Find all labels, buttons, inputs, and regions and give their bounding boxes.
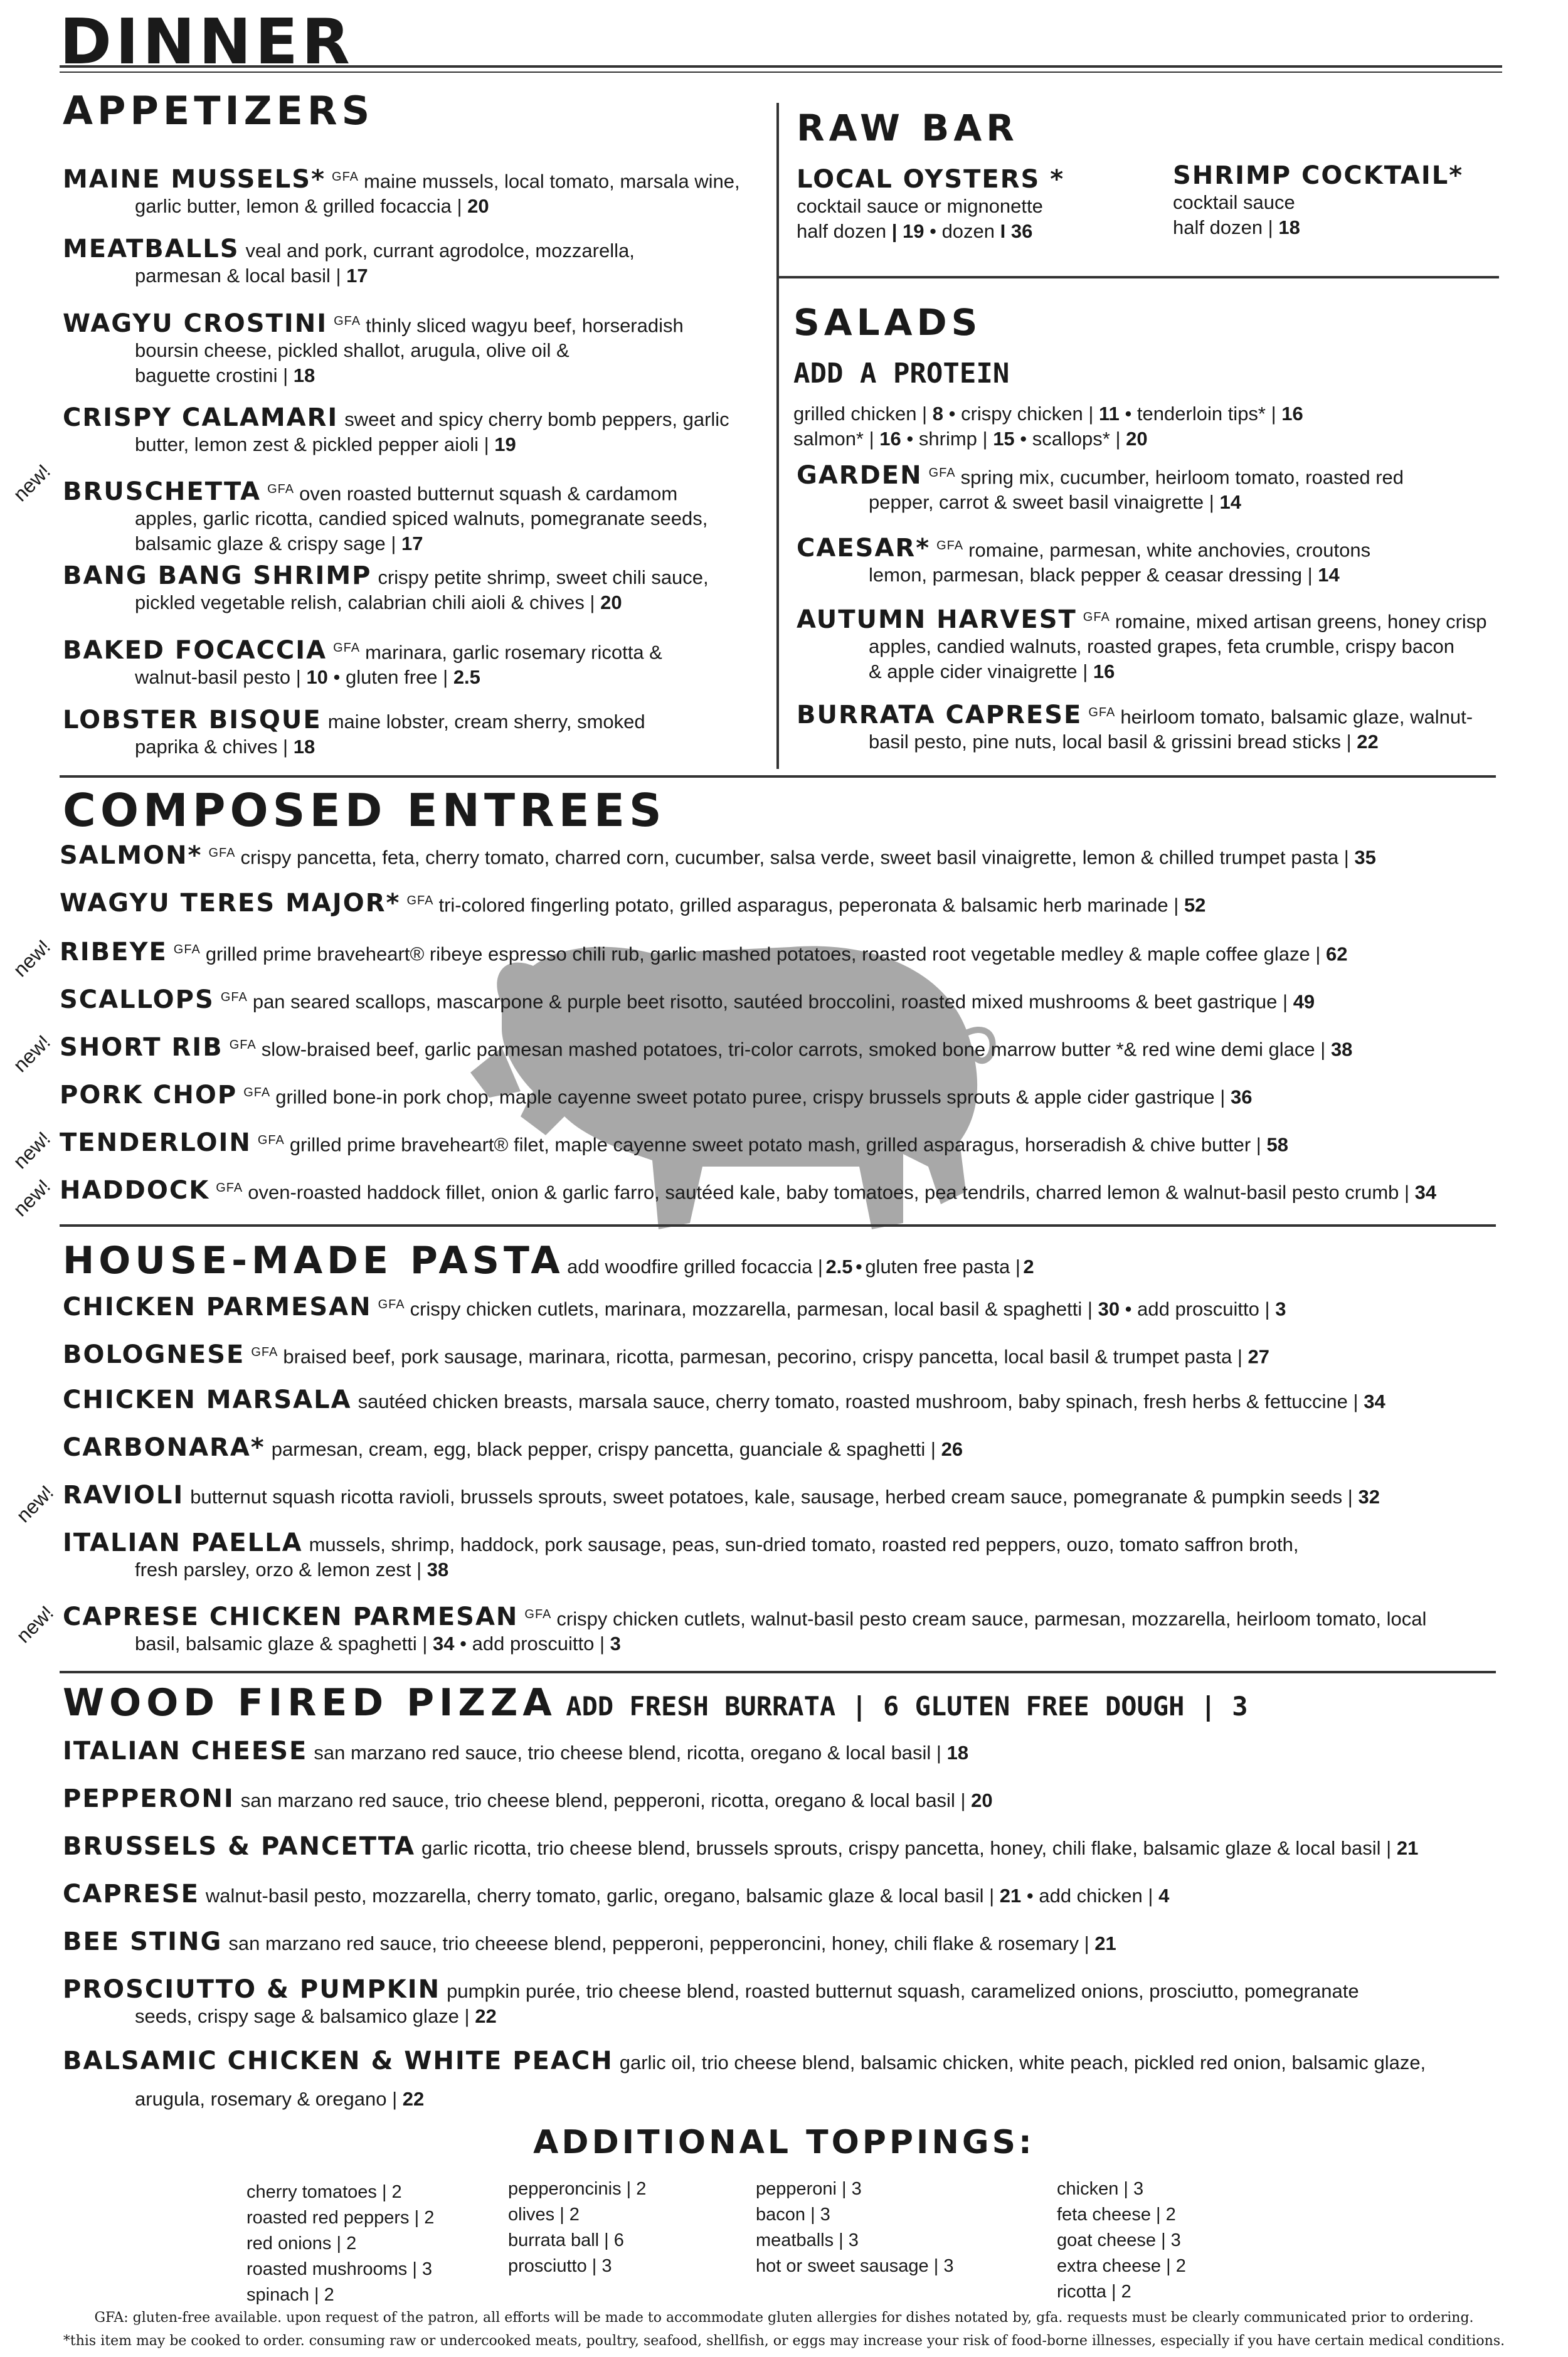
appetizer-item: LOBSTER BISQUE maine lobster, cream sherry, smoked paprika & chives | 18 — [63, 706, 645, 758]
toppings-column — [1057, 2176, 1186, 2305]
topping-item: burrata ball | 6 — [508, 2230, 624, 2250]
topping-item: olives | 2 — [508, 2205, 580, 2225]
pasta-item: CARBONARA* parmesan, cream, egg, black pepper, crispy pancetta, guanciale & spaghetti | 26 — [63, 1433, 963, 1462]
pasta-title: HOUSE-MADE PASTA — [63, 1239, 564, 1283]
topping-item: hot or sweet sausage | 3 — [756, 2256, 954, 2276]
pizza-item: ITALIAN CHEESE san marzano red sauce, trio cheese blend, ricotta, oregano & local basil | 18 — [63, 1737, 969, 1766]
pizza-header — [63, 1681, 1248, 1725]
entree-item: SALMON* $^{GFA}$ crispy pancetta, feta, cherry tomato, charred corn, cucumber, salsa verde, sweet basil vinaigrette, lemon & chilled trumpet pasta | 35 — [60, 841, 1376, 871]
entree-item: SCALLOPS $^{GFA}$ pan seared scallops, mascarpone & purple beet risotto, sautéed broccolini, roasted mixed mushrooms & beet gastrique | 49 — [60, 985, 1315, 1015]
topping-item: roasted red peppers | 2 — [246, 2208, 435, 2228]
topping-item: extra cheese | 2 — [1057, 2256, 1186, 2276]
raw-bar-rule — [776, 276, 1499, 278]
toppings-column — [246, 2180, 434, 2308]
appetizers-rule — [60, 775, 1496, 778]
shrimp-cocktail-item: SHRIMP COCKTAIL* cocktail sauce half dozen | 18 — [1173, 161, 1464, 238]
new-badge: new! — [8, 1175, 55, 1221]
pasta-item: CHICKEN MARSALA sautéed chicken breasts, marsala sauce, cherry tomato, roasted mushroom, baby spinach, fresh herbs & fettuccine | 34 — [63, 1385, 1385, 1414]
pizza-item: PROSCIUTTO & PUMPKIN pumpkin purée, trio cheese blend, roasted butternut squash, caramelized onions, prosciutto, pomegranate seeds, crispy sage & balsamico glaze | 22 — [63, 1975, 1359, 2027]
salad-item: CAESAR* $^{GFA}$ romaine, parmesan, white anchovies, croutons lemon, parmesan, black pepper & ceasar dressing | 14 — [797, 534, 1371, 586]
gfa-note: GFA: gluten-free available. upon request of the patron, all efforts will be made to accommodate gluten allergies for dishes notated by, gfa. requests must be clearly communicated prior to ordering. — [94, 2310, 1474, 2326]
entree-item: PORK CHOP $^{GFA}$ grilled bone-in pork chop, maple cayenne sweet potato puree, crispy brussels sprouts & apple cider gastrique | 36 — [60, 1081, 1253, 1110]
pizza-item: PEPPERONI san marzano red sauce, trio cheese blend, pepperoni, ricotta, oregano & local basil | 20 — [63, 1784, 993, 1813]
new-badge: new! — [11, 1481, 58, 1527]
toppings-column — [756, 2176, 953, 2279]
topping-item: chicken | 3 — [1057, 2179, 1144, 2199]
topping-item: cherry tomatoes | 2 — [246, 2182, 402, 2202]
new-badge: new! — [8, 935, 55, 982]
topping-item: red onions | 2 — [246, 2233, 357, 2254]
topping-item: spinach | 2 — [246, 2285, 334, 2305]
entree-item: SHORT RIB $^{GFA}$ slow-braised beef, garlic parmesan mashed potatoes, tri-color carrots, smoked bone marrow butter *& red wine demi glace | 38 — [60, 1033, 1353, 1062]
pizza-addons: ADD FRESH BURRATA | 6 GLUTEN FREE DOUGH | 3 — [566, 1691, 1248, 1722]
pasta-item: CAPRESE CHICKEN PARMESAN $^{GFA}$ crispy chicken cutlets, walnut-basil pesto cream sauce, parmesan, mozzarella, heirloom tomato, local basil, balsamic glaze & spaghetti | 34 • add proscuitto | 3 — [63, 1602, 1427, 1655]
pasta-item: RAVIOLI butternut squash ricotta ravioli, brussels sprouts, sweet potatoes, kale, sausage, herbed cream sauce, pomegranate & pumpkin seeds | 32 — [63, 1481, 1380, 1510]
salad-item: AUTUMN HARVEST $^{GFA}$ romaine, mixed artisan greens, honey crisp apples, candied walnuts, roasted grapes, feta crumble, crispy bacon & apple cider vinaigrette | 16 — [797, 605, 1487, 683]
salads-title: SALADS — [793, 301, 982, 344]
topping-item: pepperoncinis | 2 — [508, 2179, 647, 2199]
new-badge: new! — [8, 1127, 55, 1173]
entree-item: RIBEYE $^{GFA}$ grilled prime braveheart® ribeye espresso chili rub, garlic mashed potatoes, roasted root vegetable medley & maple coffee glaze | 62 — [60, 938, 1348, 967]
entree-item: WAGYU TERES MAJOR* $^{GFA}$ tri-colored fingerling potato, grilled asparagus, peperonata & balsamic herb marinade | 52 — [60, 889, 1206, 918]
pizza-item: BALSAMIC CHICKEN & WHITE PEACH garlic oil, trio cheese blend, balsamic chicken, white peach, pickled red onion, balsamic glaze, arugula, rosemary & oregano | 22 — [63, 2047, 1426, 2110]
appetizer-item: BANG BANG SHRIMP crispy petite shrimp, sweet chili sauce, pickled vegetable relish, calabrian chili aioli & chives | 20 — [63, 561, 709, 613]
pizza-item: BRUSSELS & PANCETTA garlic ricotta, trio cheese blend, brussels sprouts, crispy pancetta, honey, chili flake, balsamic glaze & local basil | 21 — [63, 1832, 1419, 1861]
entrees-rule — [60, 1224, 1496, 1227]
appetizers-title: APPETIZERS — [63, 88, 374, 134]
raw-food-disclaimer: *this item may be cooked to order. consuming raw or undercooked meats, poultry, seafood, shellfish, or eggs may increase your risk of food-borne illnesses, especially if you have certain medical conditions. — [63, 2333, 1505, 2349]
topping-item: prosciutto | 3 — [508, 2256, 612, 2276]
pasta-header: HOUSE-MADE PASTA add woodfire grilled focaccia | 2.5 • gluten free pasta | 2 — [63, 1239, 1034, 1283]
topping-item: ricotta | 2 — [1057, 2282, 1131, 2302]
entree-item: HADDOCK $^{GFA}$ oven-roasted haddock fillet, onion & garlic farro, sautéed kale, baby tomatoes, pea tendrils, charred lemon & walnut-basil pesto crumb | 34 — [60, 1176, 1437, 1205]
entrees-title: COMPOSED ENTREES — [63, 784, 666, 837]
topping-item: bacon | 3 — [756, 2205, 830, 2225]
new-badge: new! — [11, 1601, 58, 1648]
pizza-item: BEE STING san marzano red sauce, trio cheeese blend, pepperoni, pepperoncini, honey, chili flake & rosemary | 21 — [63, 1927, 1116, 1956]
new-badge: new! — [8, 1030, 55, 1077]
entree-item: TENDERLOIN $^{GFA}$ grilled prime braveheart® filet, maple cayenne sweet potato mash, grilled asparagus, horseradish & chive butter | 58 — [60, 1128, 1288, 1158]
appetizer-item: BRUSCHETTA $^{GFA}$ oven roasted butternut squash & cardamom apples, garlic ricotta, candied spiced walnuts, pomegranate seeds, balsamic glaze & crispy sage | 17 — [63, 477, 708, 555]
pasta-rule — [60, 1671, 1496, 1673]
appetizer-item: BAKED FOCACCIA $^{GFA}$ marinara, garlic rosemary ricotta & walnut-basil pesto | 10 • gluten free | 2.5 — [63, 636, 662, 689]
pizza-title: WOOD FIRED PIZZA — [63, 1681, 557, 1725]
pasta-item: CHICKEN PARMESAN $^{GFA}$ crispy chicken cutlets, marinara, mozzarella, parmesan, local basil & spaghetti | 30 • add proscuitto | 3 — [63, 1293, 1286, 1322]
toppings-title: ADDITIONAL TOPPINGS: — [533, 2124, 1035, 2161]
topping-item: meatballs | 3 — [756, 2230, 859, 2250]
new-badge: new! — [8, 460, 55, 506]
title-rule — [60, 65, 1502, 68]
raw-bar-title: RAW BAR — [797, 107, 1019, 149]
salad-item: GARDEN $^{GFA}$ spring mix, cucumber, heirloom tomato, roasted red pepper, carrot & sweet basil vinaigrette | 14 — [797, 461, 1404, 514]
topping-item: roasted mushrooms | 3 — [246, 2259, 433, 2279]
topping-item: goat cheese | 3 — [1057, 2230, 1181, 2250]
salad-item: BURRATA CAPRESE $^{GFA}$ heirloom tomato, balsamic glaze, walnut- basil pesto, pine nuts, local basil & grissini bread sticks | 22 — [797, 701, 1473, 753]
pasta-item: ITALIAN PAELLA mussels, shrimp, haddock, pork sausage, peas, sun-dried tomato, roasted red peppers, ouzo, tomato saffron broth, fresh parsley, orzo & lemon zest | 38 — [63, 1528, 1299, 1581]
title-rule-thin — [60, 72, 1502, 73]
oysters-item: LOCAL OYSTERS * cocktail sauce or mignonette half dozen | 19 • dozen I 36 — [797, 165, 1065, 242]
add-protein-label: ADD A PROTEIN — [793, 358, 1010, 389]
column-divider — [776, 103, 779, 769]
appetizer-item: MAINE MUSSELS* $^{GFA}$ maine mussels, local tomato, marsala wine, garlic butter, lemon & grilled focaccia | 20 — [63, 165, 740, 218]
toppings-column — [508, 2176, 646, 2279]
appetizer-item: WAGYU CROSTINI $^{GFA}$ thinly sliced wagyu beef, horseradish boursin cheese, pickled shallot, arugula, olive oil & baguette crostini | 18 — [63, 309, 684, 387]
topping-item: pepperoni | 3 — [756, 2179, 862, 2199]
topping-item: feta cheese | 2 — [1057, 2205, 1176, 2225]
pasta-item: BOLOGNESE $^{GFA}$ braised beef, pork sausage, marinara, ricotta, parmesan, pecorino, crispy pancetta, local basil & trumpet pasta | 27 — [63, 1340, 1270, 1370]
protein-options: grilled chicken | 8 • crispy chicken | 11 • tenderloin tips* | 16 salmon* | 16 • shrimp | 15 • scallops* | 20 — [793, 403, 1303, 450]
menu-title: DINNER — [60, 5, 354, 78]
appetizer-item: CRISPY CALAMARI sweet and spicy cherry bomb peppers, garlic butter, lemon zest & pickled pepper aioli | 19 — [63, 403, 729, 455]
appetizer-item: MEATBALLS veal and pork, currant agrodolce, mozzarella, parmesan & local basil | 17 — [63, 235, 635, 287]
pizza-item: CAPRESE walnut-basil pesto, mozzarella, cherry tomato, garlic, oregano, balsamic glaze & local basil | 21 • add chicken | 4 — [63, 1880, 1170, 1909]
